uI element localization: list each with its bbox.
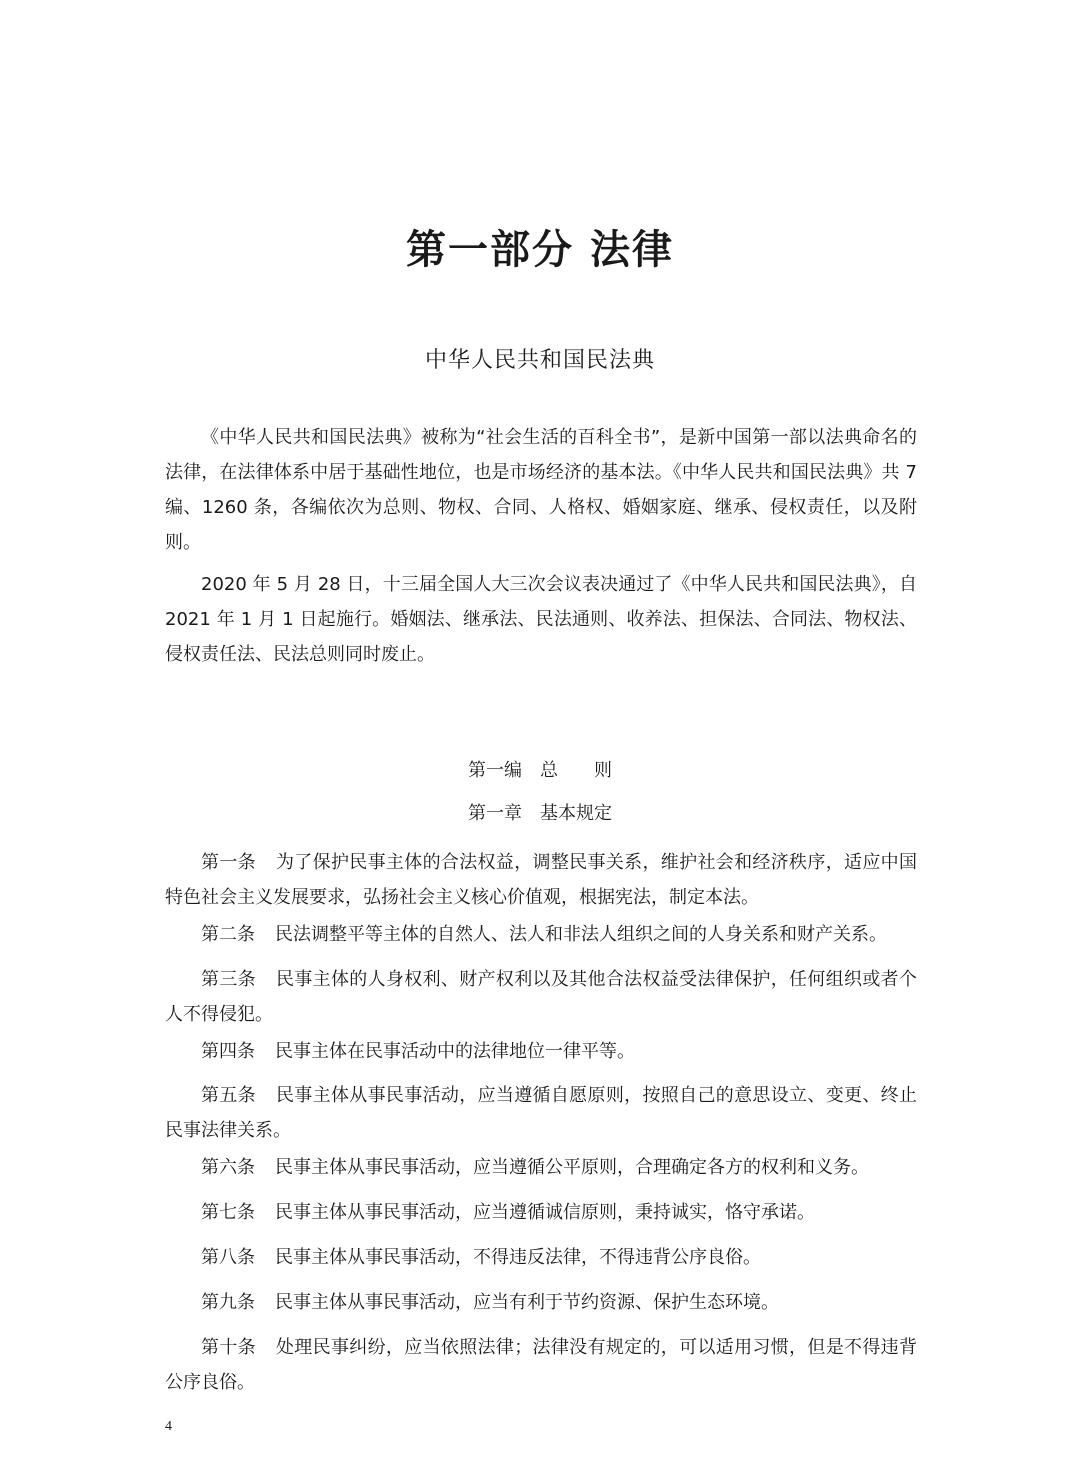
article-text: 为了保护民事主体的合法权益，调整民事关系，维护社会和经济秩序，适应中国特色社会主义发展要求，弘扬社会主义核心价值观，根据宪法，制定本法。 <box>165 852 918 908</box>
intro-paragraph-1: 《中华人民共和国民法典》被称为“社会生活的百科全书”，是新中国第一部以法典命名的法律，在法律体系中居于基础性地位，也是市场经济的基本法。《中华人民共和国民法典》共 7 编、1260 条，各编依次为总则、物权、合同、人格权、婚姻家庭、继承、侵权责任，以及附则。 <box>165 427 917 553</box>
article-8 <box>165 1240 917 1275</box>
article-text: 民事主体从事民事活动，应当遵循诚信原则，秉持诚实，恪守承诺。 <box>275 1202 815 1223</box>
chapter-heading: 第一章 基本规定 <box>468 803 612 824</box>
article-9 <box>165 1285 917 1320</box>
article-number: 第十条 <box>201 1337 256 1358</box>
article-3 <box>165 962 917 1032</box>
article-5 <box>165 1078 917 1148</box>
page-number: 4 <box>165 1419 172 1434</box>
article-number: 第八条 <box>201 1247 255 1268</box>
article-text: 处理民事纠纷，应当依照法律；法律没有规定的，可以适用习惯，但是不得违背公序良俗。 <box>165 1337 918 1393</box>
part-title: 第一部分 法律 <box>406 226 674 273</box>
article-text: 民事主体在民事活动中的法律地位一律平等。 <box>275 1041 635 1062</box>
article-number: 第三条 <box>201 969 256 990</box>
book-heading: 第一编 总 则 <box>468 760 612 781</box>
intro-paragraph-2: 2020 年 5 月 28 日，十三届全国人大三次会议表决通过了《中华人民共和国民法典》，自 2021 年 1 月 1 日起施行。婚姻法、继承法、民法通则、收养法、担保法、合同法、物权法、侵权责任法、民法总则同时废止。 <box>165 574 917 665</box>
article-4 <box>165 1034 917 1069</box>
article-number: 第七条 <box>201 1202 255 1223</box>
article-text: 民事主体从事民事活动，应当遵循自愿原则，按照自己的意思设立、变更、终止民事法律关系。 <box>165 1085 918 1141</box>
article-text: 民事主体从事民事活动，应当有利于节约资源、保护生态环境。 <box>275 1292 779 1313</box>
law-title: 中华人民共和国民法典 <box>424 348 655 373</box>
article-number: 第四条 <box>201 1041 255 1062</box>
article-number: 第一条 <box>201 852 256 873</box>
article-number: 第五条 <box>201 1085 256 1106</box>
article-6 <box>165 1150 917 1185</box>
article-text: 民事主体的人身权利、财产权利以及其他合法权益受法律保护，任何组织或者个人不得侵犯。 <box>165 969 918 1025</box>
article-number: 第二条 <box>201 924 255 945</box>
article-number: 第六条 <box>201 1157 255 1178</box>
article-text: 民事主体从事民事活动，应当遵循公平原则，合理确定各方的权利和义务。 <box>275 1157 869 1178</box>
article-number: 第九条 <box>201 1292 255 1313</box>
article-text: 民事主体从事民事活动，不得违反法律，不得违背公序良俗。 <box>275 1247 761 1268</box>
article-text: 民法调整平等主体的自然人、法人和非法人组织之间的人身关系和财产关系。 <box>275 924 887 945</box>
article-2 <box>165 917 917 952</box>
article-7 <box>165 1195 917 1230</box>
article-10 <box>165 1330 917 1400</box>
article-1 <box>165 845 917 915</box>
